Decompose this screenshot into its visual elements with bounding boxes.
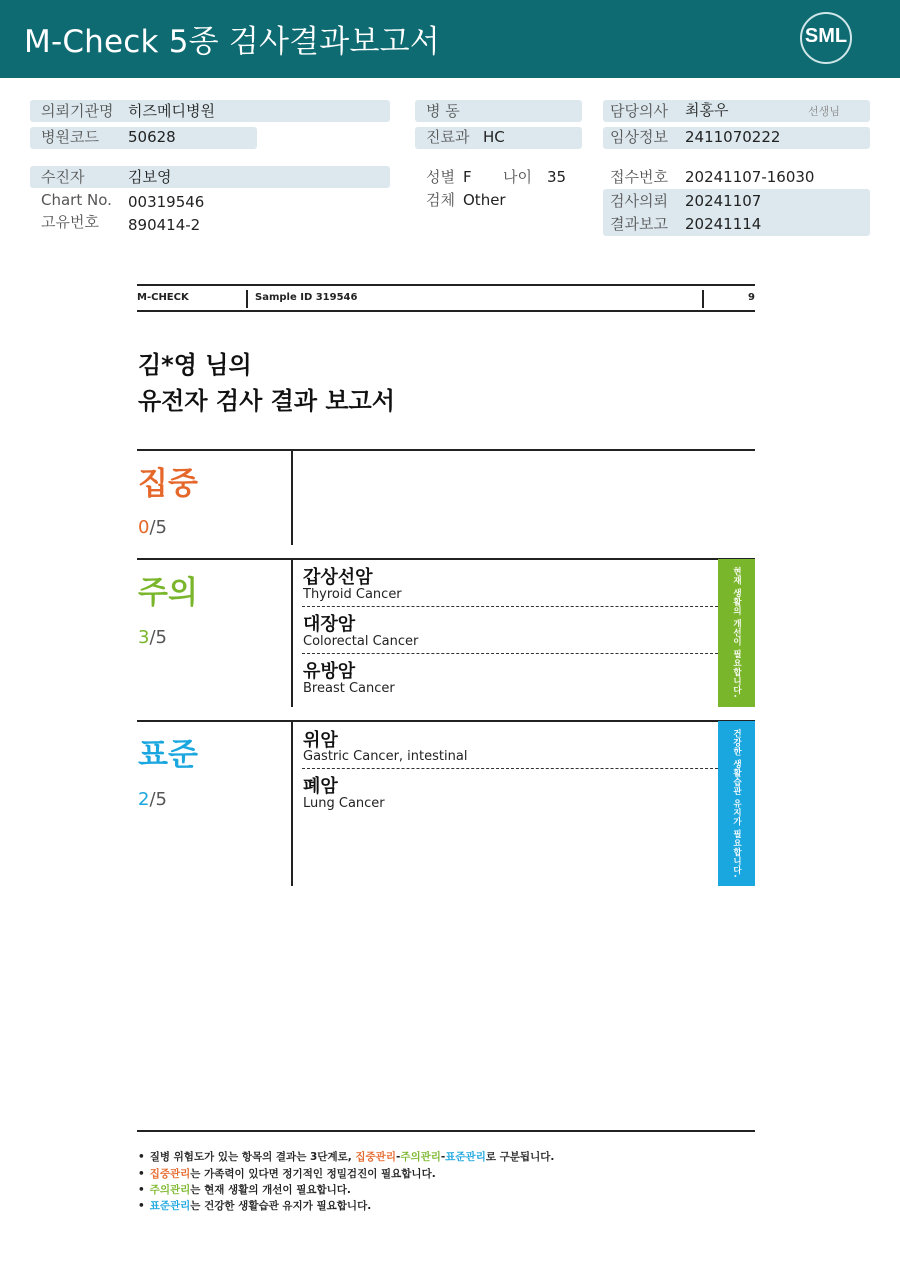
sex-value: F xyxy=(463,168,472,186)
doctor-label: 담당의사 xyxy=(610,102,668,120)
sml-logo xyxy=(800,12,852,64)
logo-text: SML xyxy=(804,25,848,47)
name-value: 김보영 xyxy=(128,168,172,186)
reception-value: 20241107-16030 xyxy=(685,168,815,186)
clinical-value: 2411070222 xyxy=(685,128,781,146)
request-label: 검사의뢰 xyxy=(610,192,668,210)
standard-section-top-line xyxy=(137,720,755,722)
page-number: 9 xyxy=(748,292,755,303)
caution-section-top-line xyxy=(137,558,755,560)
sex-label: 성별 xyxy=(426,168,455,186)
hospital-label: 의뢰기관명 xyxy=(41,102,114,120)
name-label: 수진자 xyxy=(41,168,85,186)
focus-section-divider xyxy=(291,450,293,545)
specimen-label: 검체 xyxy=(426,191,455,209)
request-value: 20241107 xyxy=(685,192,762,210)
code-label: 병원코드 xyxy=(41,128,99,146)
note-2: • 집중관리는 가족력이 있다면 정기적인 정밀검진이 필요합니다. xyxy=(138,1168,436,1180)
standard-item-2-ko: 폐암 xyxy=(303,776,338,797)
sample-id: Sample ID 319546 xyxy=(255,292,358,303)
standard-item-1-ko: 위암 xyxy=(303,730,338,751)
doctor-suffix: 선생님 xyxy=(808,105,840,118)
standard-section-divider xyxy=(291,721,293,886)
standard-title: 표준 xyxy=(138,737,198,773)
ward-label: 병 동 xyxy=(426,102,460,120)
caution-item-2-ko: 대장암 xyxy=(303,614,356,635)
caution-side-note: 현재 생활의 개선이 필요합니다. xyxy=(718,559,755,707)
report-header xyxy=(0,0,900,78)
caution-count: 3/5 xyxy=(138,627,167,648)
report-topbar xyxy=(137,284,755,312)
caution-section-divider xyxy=(291,559,293,707)
result-value: 20241114 xyxy=(685,215,762,233)
standard-count: 2/5 xyxy=(138,789,167,810)
brand-label: M-CHECK xyxy=(137,292,189,303)
greeting-line2: 유전자 검사 결과 보고서 xyxy=(138,387,395,415)
caution-item-1-ko: 갑상선암 xyxy=(303,567,373,588)
note-4: • 표준관리는 건강한 생활습관 유지가 필요합니다. xyxy=(138,1200,372,1212)
code-value: 50628 xyxy=(128,128,176,146)
dept-value: HC xyxy=(483,128,505,146)
reception-label: 접수번호 xyxy=(610,168,668,186)
caution-divider-2 xyxy=(302,653,718,654)
note-3: • 주의관리는 현재 생활의 개선이 필요합니다. xyxy=(138,1184,351,1196)
specimen-value: Other xyxy=(463,191,506,209)
report-title: M-Check 5종 검사결과보고서 xyxy=(24,24,440,60)
hospital-value: 히즈메디병원 xyxy=(128,102,215,120)
standard-item-2-en: Lung Cancer xyxy=(303,796,385,811)
caution-item-3-ko: 유방암 xyxy=(303,661,356,682)
greeting-line1: 김*영 님의 xyxy=(138,351,252,379)
id-value: 890414-2 xyxy=(128,216,201,234)
standard-divider-1 xyxy=(302,768,718,769)
caution-item-2-en: Colorectal Cancer xyxy=(303,634,419,649)
standard-item-1-en: Gastric Cancer, intestinal xyxy=(303,749,468,764)
caution-title: 주의 xyxy=(138,575,198,611)
clinical-label: 임상정보 xyxy=(610,128,668,146)
standard-side-note: 건강한 생활습관 유지가 필요합니다. xyxy=(718,721,755,886)
caution-divider-1 xyxy=(302,606,718,607)
dept-label: 진료과 xyxy=(426,128,470,146)
result-label: 결과보고 xyxy=(610,215,668,233)
chart-label: Chart No. xyxy=(41,191,112,209)
focus-count: 0/5 xyxy=(138,517,167,538)
caution-item-3-en: Breast Cancer xyxy=(303,681,395,696)
footer-line xyxy=(137,1130,755,1132)
id-label: 고유번호 xyxy=(41,213,99,231)
focus-section-top-line xyxy=(137,449,755,451)
focus-title: 집중 xyxy=(138,466,198,502)
age-label: 나이 xyxy=(503,168,532,186)
note-1: • 질병 위험도가 있는 항목의 결과는 3단계로, 집중관리-주의관리-표준관리로 구분됩니다. xyxy=(138,1151,555,1163)
caution-item-1-en: Thyroid Cancer xyxy=(303,587,402,602)
age-value: 35 xyxy=(547,168,567,186)
doctor-value: 최홍우 xyxy=(685,101,729,119)
chart-value: 00319546 xyxy=(128,193,205,211)
